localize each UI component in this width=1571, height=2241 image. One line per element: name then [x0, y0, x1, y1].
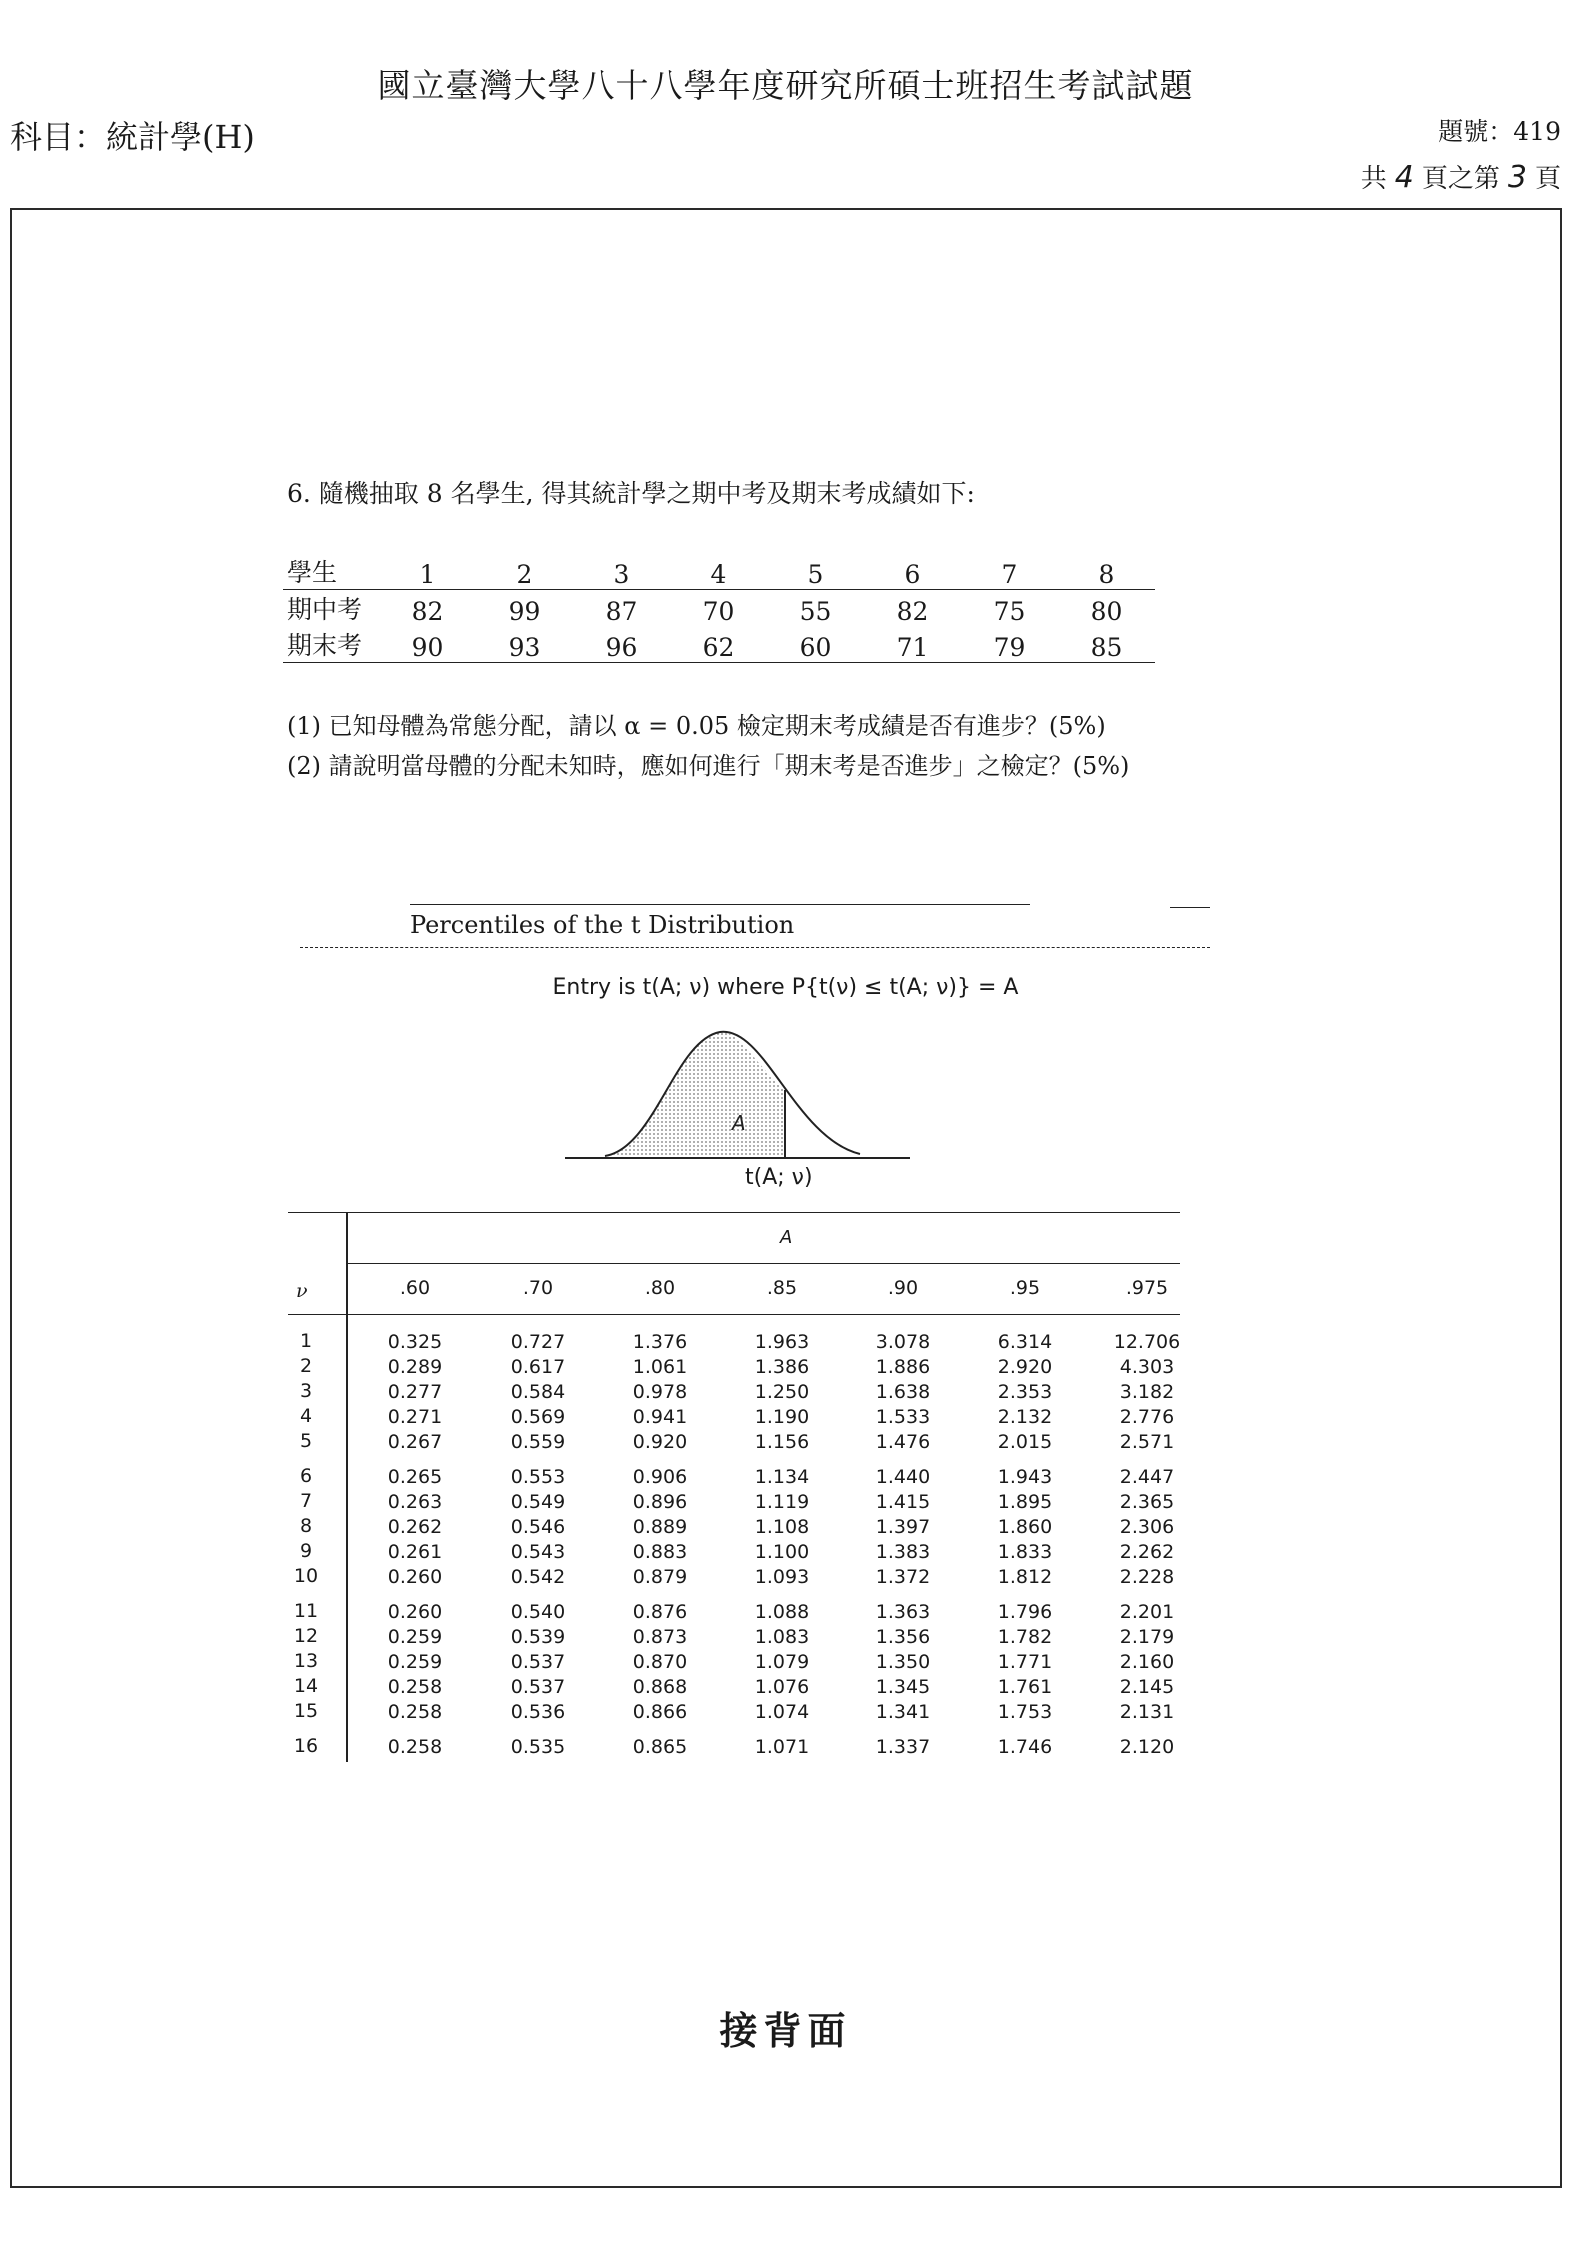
- table-cell: 2.201: [1119, 1601, 1175, 1623]
- table-cell: 0.267: [387, 1431, 443, 1453]
- score-table: [283, 553, 1155, 663]
- page-info-middle: 頁之第: [1421, 164, 1500, 194]
- table-cell: 0.265: [387, 1466, 443, 1488]
- table-cell: 0.537: [510, 1676, 566, 1698]
- table-cell: 1.190: [754, 1406, 810, 1428]
- area-label: A: [732, 1111, 746, 1135]
- table-cell: 0.978: [632, 1381, 688, 1403]
- table-cell: 1.093: [754, 1566, 810, 1588]
- nu-cell: 2: [299, 1355, 313, 1377]
- column-header-rule: [348, 1263, 1180, 1264]
- table-cell: 0.920: [632, 1431, 688, 1453]
- row-label: 期中考: [287, 595, 363, 624]
- table-cell: 0.289: [387, 1356, 443, 1378]
- table-cell: 0.906: [632, 1466, 688, 1488]
- nu-cell: 6: [299, 1465, 313, 1487]
- table-cell: 1.372: [875, 1566, 931, 1588]
- table-cell: 1.250: [754, 1381, 810, 1403]
- page-current: 3: [1507, 160, 1527, 195]
- column-header-cell: .975: [1125, 1277, 1169, 1299]
- table-cell: 0.540: [510, 1601, 566, 1623]
- top-rule: [410, 904, 1030, 905]
- table-cell: 1.415: [875, 1491, 931, 1513]
- table-cell: 0.584: [510, 1381, 566, 1403]
- t-table-title: Percentiles of the t Distribution: [410, 911, 795, 939]
- axis-label: t(A; ν): [745, 1165, 813, 1190]
- student-number: 3: [573, 553, 670, 590]
- page-info: [1361, 158, 1561, 195]
- score-cell: 96: [573, 626, 670, 663]
- header-bottom-rule: [288, 1314, 1180, 1315]
- score-cell: 71: [864, 626, 961, 663]
- table-cell: 1.753: [997, 1701, 1053, 1723]
- table-cell: 2.228: [1119, 1566, 1175, 1588]
- table-cell: 0.549: [510, 1491, 566, 1513]
- score-cell: 90: [379, 626, 476, 663]
- table-cell: 2.571: [1119, 1431, 1175, 1453]
- table-cell: 0.271: [387, 1406, 443, 1428]
- table-cell: 1.100: [754, 1541, 810, 1563]
- column-header-cell: .85: [766, 1277, 798, 1299]
- subject-label: 科目：統計學(H): [10, 118, 255, 156]
- table-cell: 1.088: [754, 1601, 810, 1623]
- table-cell: 0.536: [510, 1701, 566, 1723]
- sub-question-2: (2) 請說明當母體的分配未知時，應如何進行「期末考是否進步」之檢定？(5%): [287, 752, 1130, 780]
- student-number: 7: [961, 553, 1058, 590]
- table-cell: 0.879: [632, 1566, 688, 1588]
- table-cell: 2.179: [1119, 1626, 1175, 1648]
- table-cell: 12.706: [1113, 1331, 1181, 1353]
- table-cell: 0.542: [510, 1566, 566, 1588]
- score-cell: 82: [896, 597, 929, 626]
- table-cell: 0.258: [387, 1736, 443, 1758]
- table-cell: 0.258: [387, 1701, 443, 1723]
- table-cell: 1.386: [754, 1356, 810, 1378]
- table-cell: 0.535: [510, 1736, 566, 1758]
- table-cell: 1.746: [997, 1736, 1053, 1758]
- table-cell: 2.776: [1119, 1406, 1175, 1428]
- student-number: 1: [379, 553, 476, 590]
- column-header-cell: .70: [522, 1277, 554, 1299]
- table-cell: 0.325: [387, 1331, 443, 1353]
- score-cell: 80: [1090, 597, 1123, 626]
- table-cell: 1.771: [997, 1651, 1053, 1673]
- table-cell: 1.833: [997, 1541, 1053, 1563]
- table-cell: 1.533: [875, 1406, 931, 1428]
- table-cell: 1.476: [875, 1431, 931, 1453]
- student-number: 5: [767, 553, 864, 590]
- score-cell: 93: [476, 626, 573, 663]
- table-cell: 0.727: [510, 1331, 566, 1353]
- nu-cell: 3: [299, 1380, 313, 1402]
- table-cell: 2.447: [1119, 1466, 1175, 1488]
- table-vertical-rule: [346, 1212, 348, 1762]
- table-cell: 1.061: [632, 1356, 688, 1378]
- nu-cell: 11: [293, 1600, 319, 1622]
- table-cell: 1.796: [997, 1601, 1053, 1623]
- student-number: 8: [1058, 553, 1155, 590]
- shaded-area: [605, 1032, 785, 1156]
- table-cell: 0.870: [632, 1651, 688, 1673]
- header-label: 學生: [283, 553, 379, 590]
- table-cell: 1.638: [875, 1381, 931, 1403]
- table-cell: 0.539: [510, 1626, 566, 1648]
- column-header-cell: .90: [887, 1277, 919, 1299]
- page-info-prefix: 共: [1360, 164, 1387, 194]
- score-cell: 75: [993, 597, 1026, 626]
- table-cell: 1.356: [875, 1626, 931, 1648]
- table-cell: 1.895: [997, 1491, 1053, 1513]
- nu-cell: 16: [293, 1735, 319, 1757]
- table-row: [283, 626, 1155, 663]
- table-cell: 1.074: [754, 1701, 810, 1723]
- table-cell: 0.261: [387, 1541, 443, 1563]
- table-row: [283, 590, 1155, 627]
- question-number: 題號：419: [1438, 117, 1561, 146]
- table-cell: 1.134: [754, 1466, 810, 1488]
- table-cell: 1.341: [875, 1701, 931, 1723]
- nu-cell: 10: [293, 1565, 319, 1587]
- table-cell: 1.083: [754, 1626, 810, 1648]
- table-cell: 1.071: [754, 1736, 810, 1758]
- column-header-cell: .95: [1009, 1277, 1041, 1299]
- nu-header: ν: [296, 1280, 308, 1302]
- table-cell: 0.896: [632, 1491, 688, 1513]
- table-cell: 0.537: [510, 1651, 566, 1673]
- table-cell: 1.119: [754, 1491, 810, 1513]
- table-cell: 1.886: [875, 1356, 931, 1378]
- entry-formula: Entry is t(A; ν) where P{t(ν) ≤ t(A; ν)} = A: [552, 975, 1019, 1000]
- table-cell: 2.145: [1119, 1676, 1175, 1698]
- table-cell: 0.546: [510, 1516, 566, 1538]
- nu-cell: 13: [293, 1650, 319, 1672]
- table-cell: 0.868: [632, 1676, 688, 1698]
- table-cell: 2.120: [1119, 1736, 1175, 1758]
- score-cell: 85: [1058, 626, 1155, 663]
- table-cell: 0.865: [632, 1736, 688, 1758]
- table-cell: 1.782: [997, 1626, 1053, 1648]
- table-cell: 1.076: [754, 1676, 810, 1698]
- table-cell: 0.866: [632, 1701, 688, 1723]
- nu-cell: 12: [293, 1625, 319, 1647]
- score-cell: 79: [961, 626, 1058, 663]
- question-text: 6. 隨機抽取 8 名學生, 得其統計學之期中考及期末考成績如下:: [287, 479, 975, 508]
- table-cell: 1.860: [997, 1516, 1053, 1538]
- table-cell: 1.376: [632, 1331, 688, 1353]
- table-cell: 2.920: [997, 1356, 1053, 1378]
- table-cell: 2.131: [1119, 1701, 1175, 1723]
- table-cell: 0.559: [510, 1431, 566, 1453]
- table-cell: 0.569: [510, 1406, 566, 1428]
- table-cell: 1.440: [875, 1466, 931, 1488]
- table-cell: 4.303: [1119, 1356, 1175, 1378]
- table-cell: 0.876: [632, 1601, 688, 1623]
- table-cell: 0.617: [510, 1356, 566, 1378]
- sub-question-1: (1) 已知母體為常態分配，請以 α = 0.05 檢定期末考成績是否有進步？(5%): [287, 712, 1106, 740]
- table-cell: 1.108: [754, 1516, 810, 1538]
- table-cell: 0.259: [387, 1626, 443, 1648]
- table-cell: 2.306: [1119, 1516, 1175, 1538]
- table-cell: 1.350: [875, 1651, 931, 1673]
- exam-title: 國立臺灣大學八十八學年度研究所碩士班招生考試試題: [377, 66, 1194, 105]
- table-cell: 0.260: [387, 1601, 443, 1623]
- score-cell: 87: [605, 597, 638, 626]
- table-cell: 1.383: [875, 1541, 931, 1563]
- table-cell: 0.263: [387, 1491, 443, 1513]
- table-cell: 1.963: [754, 1331, 810, 1353]
- nu-cell: 5: [299, 1430, 313, 1452]
- page-total: 4: [1394, 160, 1414, 195]
- table-cell: 2.353: [997, 1381, 1053, 1403]
- table-cell: 3.182: [1119, 1381, 1175, 1403]
- table-cell: 1.363: [875, 1601, 931, 1623]
- top-rule-tail: [1170, 907, 1210, 908]
- t-distribution-curve: [560, 1020, 920, 1170]
- table-cell: 2.015: [997, 1431, 1053, 1453]
- table-cell: 2.132: [997, 1406, 1053, 1428]
- table-cell: 1.345: [875, 1676, 931, 1698]
- table-cell: 0.883: [632, 1541, 688, 1563]
- student-number: 2: [476, 553, 573, 590]
- nu-cell: 1: [299, 1330, 313, 1352]
- page-info-suffix: 頁: [1534, 164, 1561, 194]
- nu-cell: 14: [293, 1675, 319, 1697]
- table-cell: 1.156: [754, 1431, 810, 1453]
- score-table-header: [283, 553, 1155, 590]
- table-cell: 1.397: [875, 1516, 931, 1538]
- table-cell: 0.543: [510, 1541, 566, 1563]
- table-cell: 0.262: [387, 1516, 443, 1538]
- nu-cell: 9: [299, 1540, 313, 1562]
- table-cell: 2.365: [1119, 1491, 1175, 1513]
- table-cell: 0.873: [632, 1626, 688, 1648]
- table-cell: 1.943: [997, 1466, 1053, 1488]
- table-cell: 0.941: [632, 1406, 688, 1428]
- table-cell: 2.262: [1119, 1541, 1175, 1563]
- column-header-cell: .60: [399, 1277, 431, 1299]
- table-cell: 0.258: [387, 1676, 443, 1698]
- score-cell: 55: [799, 597, 832, 626]
- table-cell: 1.079: [754, 1651, 810, 1673]
- row-label: 期末考: [283, 626, 379, 663]
- table-cell: 1.761: [997, 1676, 1053, 1698]
- student-number: 4: [670, 553, 767, 590]
- nu-cell: 4: [299, 1405, 313, 1427]
- table-cell: 3.078: [875, 1331, 931, 1353]
- score-cell: 62: [670, 626, 767, 663]
- nu-cell: 15: [293, 1700, 319, 1722]
- table-cell: 0.277: [387, 1381, 443, 1403]
- table-cell: 2.160: [1119, 1651, 1175, 1673]
- nu-cell: 7: [299, 1490, 313, 1512]
- nu-cell: 8: [299, 1515, 313, 1537]
- turn-over-note: 接背面: [719, 2008, 852, 2053]
- table-cell: 0.259: [387, 1651, 443, 1673]
- table-cell: 0.553: [510, 1466, 566, 1488]
- table-cell: 6.314: [997, 1331, 1053, 1353]
- score-cell: 60: [767, 626, 864, 663]
- student-number: 6: [864, 553, 961, 590]
- table-cell: 0.889: [632, 1516, 688, 1538]
- title-rule: [300, 947, 1210, 948]
- score-cell: 70: [702, 597, 735, 626]
- table-cell: 0.260: [387, 1566, 443, 1588]
- column-header-A: A: [780, 1227, 793, 1248]
- table-cell: 1.337: [875, 1736, 931, 1758]
- table-cell: 1.812: [997, 1566, 1053, 1588]
- column-header-cell: .80: [644, 1277, 676, 1299]
- table-top-rule: [288, 1212, 1180, 1213]
- score-cell: 99: [508, 597, 541, 626]
- score-cell: 82: [411, 597, 444, 626]
